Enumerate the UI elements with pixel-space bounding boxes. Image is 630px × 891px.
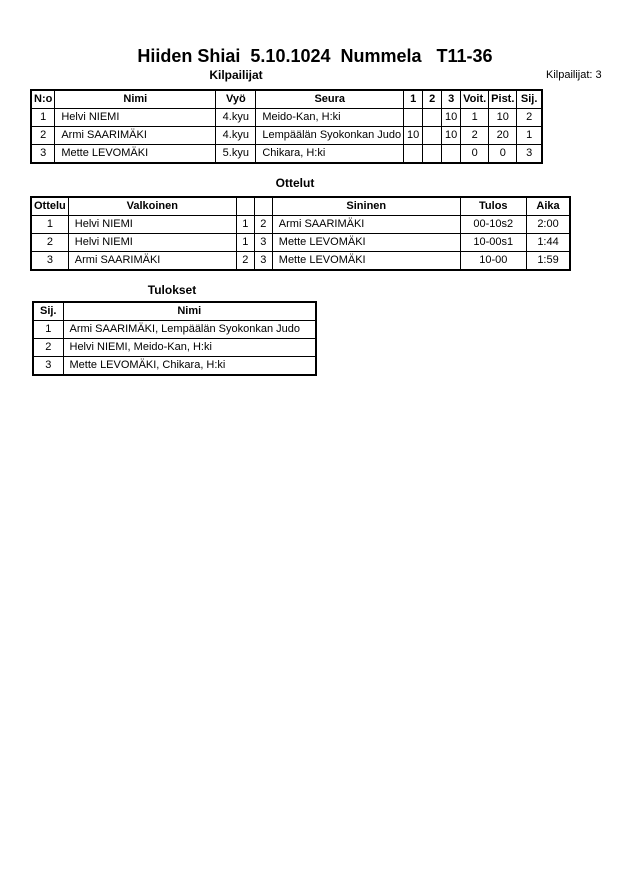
- cell-sij: 2: [517, 109, 542, 127]
- table-row: [31, 109, 542, 127]
- cell-sij: 3: [517, 145, 542, 164]
- header-tulos: Tulos: [460, 197, 526, 216]
- table-row: [31, 234, 570, 252]
- cell-sij: 1: [517, 127, 542, 145]
- table-header-row: [33, 302, 316, 321]
- cell-c3: 10: [442, 109, 461, 127]
- kilpailijat-table: [30, 89, 543, 164]
- cell-voit: 2: [461, 127, 489, 145]
- header-nimi: Nimi: [55, 90, 216, 109]
- cell-valkoinen: Helvi NIEMI: [68, 216, 236, 234]
- table-row: [31, 216, 570, 234]
- cell-aika: 1:59: [526, 252, 570, 271]
- cell-tulos: 10-00s1: [460, 234, 526, 252]
- ottelut-table: [30, 196, 571, 271]
- cell-nimi: Mette LEVOMÄKI, Chikara, H:ki: [63, 357, 316, 376]
- header-c1: 1: [404, 90, 423, 109]
- cell-vyo: 5.kyu: [216, 145, 256, 164]
- table-row: [31, 145, 542, 164]
- cell-nimi: Helvi NIEMI, Meido-Kan, H:ki: [63, 339, 316, 357]
- cell-nimi: Armi SAARIMÄKI: [55, 127, 216, 145]
- table-row: [33, 339, 316, 357]
- cell-c2: [423, 127, 442, 145]
- header-aika: Aika: [526, 197, 570, 216]
- cell-no: 1: [31, 109, 55, 127]
- cell-sij: 2: [33, 339, 63, 357]
- cell-tulos: 10-00: [460, 252, 526, 271]
- cell-white-number: 1: [236, 216, 254, 234]
- cell-aika: 2:00: [526, 216, 570, 234]
- cell-no: 2: [31, 127, 55, 145]
- cell-c1: [404, 109, 423, 127]
- cell-c1: 10: [404, 127, 423, 145]
- header-sij: Sij.: [517, 90, 542, 109]
- cell-ottelu: 3: [31, 252, 68, 271]
- cell-tulos: 00-10s2: [460, 216, 526, 234]
- cell-c3: [442, 145, 461, 164]
- cell-vyo: 4.kyu: [216, 127, 256, 145]
- cell-sininen: Mette LEVOMÄKI: [272, 252, 460, 271]
- ottelut-heading: Ottelut: [275, 176, 315, 190]
- cell-seura: Lempäälän Syokonkan Judo: [256, 127, 404, 145]
- table-row: [31, 127, 542, 145]
- cell-sininen: Armi SAARIMÄKI: [272, 216, 460, 234]
- cell-c1: [404, 145, 423, 164]
- header-white-number: [236, 197, 254, 216]
- cell-white-number: 2: [236, 252, 254, 271]
- header-vyo: Vyö: [216, 90, 256, 109]
- cell-pist: 10: [489, 109, 517, 127]
- cell-nimi: Mette LEVOMÄKI: [55, 145, 216, 164]
- cell-c2: [423, 145, 442, 164]
- header-c3: 3: [442, 90, 461, 109]
- cell-voit: 0: [461, 145, 489, 164]
- cell-blue-number: 3: [254, 252, 272, 271]
- header-sij: Sij.: [33, 302, 63, 321]
- cell-seura: Chikara, H:ki: [256, 145, 404, 164]
- tulokset-table: [32, 301, 317, 376]
- cell-pist: 0: [489, 145, 517, 164]
- header-pist: Pist.: [489, 90, 517, 109]
- kilpailijat-heading: Kilpailijat: [209, 68, 263, 82]
- table-header-row: [31, 197, 570, 216]
- table-header-row: [31, 90, 542, 109]
- cell-blue-number: 3: [254, 234, 272, 252]
- cell-vyo: 4.kyu: [216, 109, 256, 127]
- cell-no: 3: [31, 145, 55, 164]
- cell-sininen: Mette LEVOMÄKI: [272, 234, 460, 252]
- page-title: Hiiden Shiai 5.10.1024 Nummela T11-36: [137, 46, 493, 66]
- cell-ottelu: 2: [31, 234, 68, 252]
- cell-ottelu: 1: [31, 216, 68, 234]
- competitor-count-label: Kilpailijat: 3: [546, 69, 602, 81]
- cell-nimi: Helvi NIEMI: [55, 109, 216, 127]
- cell-seura: Meido-Kan, H:ki: [256, 109, 404, 127]
- cell-c2: [423, 109, 442, 127]
- header-sininen: Sininen: [272, 197, 460, 216]
- cell-aika: 1:44: [526, 234, 570, 252]
- header-valkoinen: Valkoinen: [68, 197, 236, 216]
- cell-sij: 1: [33, 321, 63, 339]
- header-ottelu: Ottelu: [31, 197, 68, 216]
- tulokset-heading: Tulokset: [147, 283, 197, 297]
- header-blue-number: [254, 197, 272, 216]
- cell-c3: 10: [442, 127, 461, 145]
- cell-pist: 20: [489, 127, 517, 145]
- cell-valkoinen: Armi SAARIMÄKI: [68, 252, 236, 271]
- header-c2: 2: [423, 90, 442, 109]
- cell-blue-number: 2: [254, 216, 272, 234]
- table-row: [33, 357, 316, 376]
- header-no: N:o: [31, 90, 55, 109]
- cell-valkoinen: Helvi NIEMI: [68, 234, 236, 252]
- cell-white-number: 1: [236, 234, 254, 252]
- table-row: [33, 321, 316, 339]
- cell-sij: 3: [33, 357, 63, 376]
- header-nimi: Nimi: [63, 302, 316, 321]
- header-seura: Seura: [256, 90, 404, 109]
- cell-nimi: Armi SAARIMÄKI, Lempäälän Syokonkan Judo: [63, 321, 316, 339]
- header-voit: Voit.: [461, 90, 489, 109]
- cell-voit: 1: [461, 109, 489, 127]
- table-row: [31, 252, 570, 271]
